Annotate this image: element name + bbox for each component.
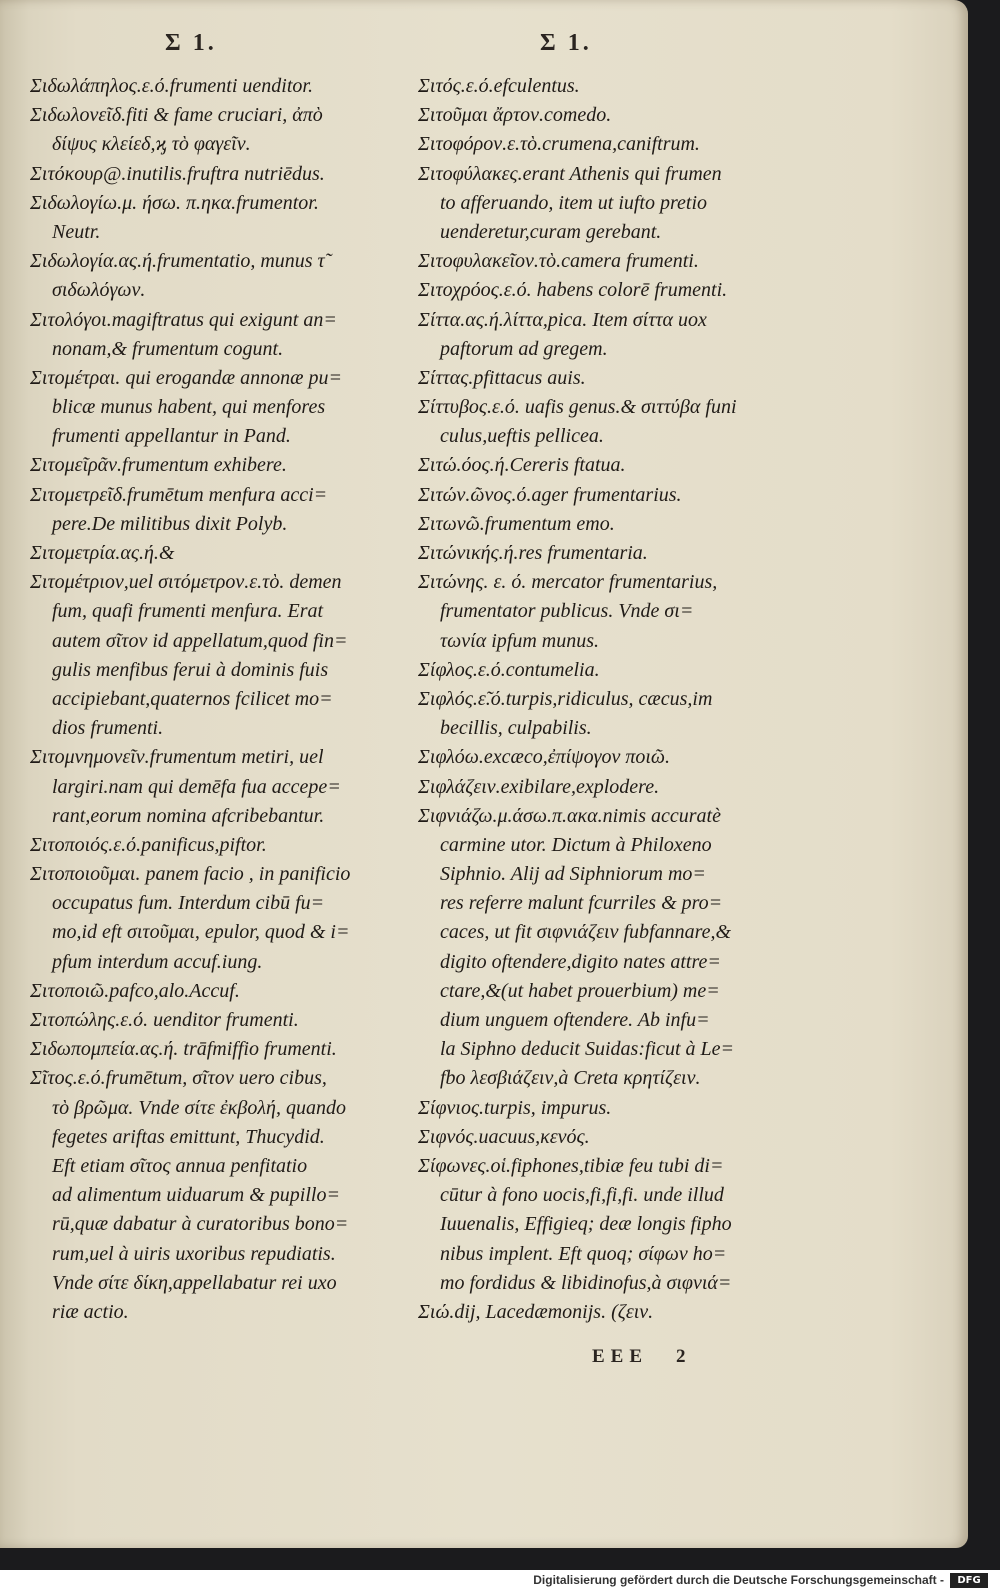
text-line: occupatus fum. Interdum cibū fu= (52, 892, 325, 915)
right-column (418, 72, 798, 1327)
text-line: Σιτοπώλης.ε.ό. uenditor frumenti. (30, 1009, 299, 1031)
text-line: rant,eorum nomina afcribebantur. (52, 804, 325, 827)
text-line: Σιτοῦμαι ἄρτον.comedo. (418, 104, 612, 127)
text-line: Σιδωλονεῖδ.fiti & fame cruciari, ἀπὸ (30, 104, 323, 127)
digitization-footer (0, 1570, 1000, 1592)
text-line: uenderetur,curam gerebant. (440, 220, 662, 243)
text-line: ad alimentum uiduarum & pupillo= (52, 1184, 340, 1207)
text-line: Σιδωλάπηλος.ε.ό.frumenti uenditor. (30, 75, 313, 97)
text-line: rū,quæ dabatur à curatoribus bono= (52, 1213, 349, 1236)
text-line: Σίττας.pfittacus auis. (418, 366, 586, 389)
text-line: frumenti appellantur in Pand. (52, 425, 291, 448)
text-line: Σιτομεῖρᾶν.frumentum exhibere. (30, 454, 287, 477)
text-line: la Siphno deducit Suidas:ficut à Le= (440, 1038, 735, 1061)
text-line: fum, quafi frumenti menfura. Erat (52, 600, 324, 623)
text-line: Σιτοποιοῦμαι. panem facio , in panificio (30, 863, 351, 886)
text-line: nonam,& frumentum cogunt. (52, 337, 284, 360)
text-line: nibus implent. Eft quoq; σίφων ho= (440, 1242, 727, 1265)
text-line: Σιτώ.όος.ή.Cereris ftatua. (418, 454, 626, 477)
text-line: gulis menfibus ferui à dominis fuis (52, 658, 329, 681)
text-line: Σιτωνῶ.frumentum emo. (418, 512, 615, 535)
text-line: pere.De militibus dixit Polyb. (52, 512, 288, 535)
text-line: Neutr. (52, 220, 101, 243)
text-line: Σιφλόω.excæco,ἐπίψογον ποιῶ. (418, 746, 671, 769)
text-line: mo,id eft σιτοῦμαι, epulor, quod & i= (52, 921, 350, 944)
text-line: riæ actio. (52, 1300, 129, 1323)
text-line: Σιτοφόρον.ε.τὸ.crumena,caniftrum. (418, 133, 700, 156)
text-line: τὸ βρῶμα. Vnde σίτε ἐκβολή, quando (52, 1096, 346, 1119)
text-line: Σῖτος.ε.ό.frumētum, σῖτον uero cibus, (30, 1067, 327, 1090)
text-line: Σιφλάζειν.exibilare,explodere. (418, 775, 660, 798)
text-line: dios frumenti. (52, 717, 164, 740)
funding-credit: Digitalisierung gefördert durch die Deutsche Forschungsgemeinschaft - (533, 1573, 944, 1587)
text-line: digito oftendere,digito nates attre= (440, 950, 721, 973)
text-line: res referre malunt fcurriles & pro= (440, 892, 723, 915)
text-line: Σιτοποιῶ.pafco,alo.Accuf. (30, 979, 240, 1002)
left-column (30, 72, 410, 1327)
text-line: σιδωλόγων. (52, 279, 146, 302)
text-line: caces, ut fit σιφνιάζειν fubfannare,& (440, 921, 732, 944)
text-line: Σιτομετρεῖδ.frumētum menfura acci= (30, 483, 328, 506)
text-line: Siphnio. Alij ad Siphniorum mo= (440, 863, 706, 886)
text-line: Σίττα.ας.ή.λίττα,pica. Item σίττα uox (418, 308, 707, 331)
text-line: pfum interdum accuf.iung. (52, 950, 263, 973)
text-line: Σιφνιάζω.μ.άσω.π.ακα.nimis accuratè (418, 804, 721, 827)
text-line: autem σῖτον id appellatum,quod fin= (52, 629, 348, 652)
text-line: Σιώ.dij, Lacedæmonijs. (ζειν. (418, 1300, 654, 1323)
text-line: Σιτοφύλακες.erant Athenis qui frumen (418, 162, 722, 185)
text-line: Σιτώνικής.ή.res frumentaria. (418, 542, 648, 564)
text-line: to afferuando, item ut iufto pretio (440, 191, 708, 214)
text-line: carmine utor. Dictum à Philoxeno (440, 833, 712, 856)
text-line: ctare,&(ut habet prouerbium) me= (440, 979, 720, 1002)
text-line: Σίφλος.ε.ό.contumelia. (418, 658, 600, 681)
text-line: Σιτολόγοι.magiftratus qui exigunt an= (30, 308, 337, 331)
text-line: Σιφνός.uacuus,κενός. (418, 1125, 590, 1148)
text-line: Σιδωλογίω.μ. ήσω. π.ηκα.frumentor. (30, 191, 319, 214)
text-line: Vnde σίτε δίκη,appellabatur rei uxo (52, 1271, 337, 1294)
text-line: Σιδωλογία.ας.ή.frumentatio, munus τ̃ (30, 250, 325, 273)
text-line: Iuuenalis, Effigieq; deæ longis fipho (440, 1213, 732, 1236)
text-line: largiri.nam qui demēfa fua accepe= (52, 775, 341, 798)
text-line: mo fordidus & libidinofus,à σιφνιά= (440, 1271, 732, 1294)
running-head-left: Σ 1. (165, 30, 217, 56)
text-line: fegetes ariftas emittunt, Thucydid. (52, 1125, 325, 1148)
text-line: Σιτώνης. ε. ό. mercator frumentarius, (418, 571, 718, 594)
text-line: culus,ueftis pellicea. (440, 425, 604, 448)
signature-number: 2 (676, 1346, 686, 1367)
text-line: dium unguem oftendere. Ab infu= (440, 1009, 710, 1031)
text-line: Eft etiam σῖτος annua penfitatio (52, 1154, 308, 1177)
text-line: Σιτομέτριον,uel σιτόμετρον.ε.τὸ. demen (30, 571, 342, 594)
text-line: becillis, culpabilis. (440, 717, 592, 740)
text-line: Σιδωπομπεία.ας.ή. trāfmiffio frumenti. (30, 1038, 337, 1061)
signature-mark: EEE (592, 1346, 649, 1367)
text-line: cūtur à fono uocis,fi,fi,fi. unde illud (440, 1184, 724, 1207)
text-line: accipiebant,quaternos fcilicet mo= (52, 687, 333, 710)
text-line: Σίττυβος.ε.ό. uafis genus.& σιττύβα funi (418, 396, 737, 419)
text-line: rum,uel à uiris uxoribus repudiatis. (52, 1242, 336, 1265)
dfg-logo: DFG (950, 1573, 988, 1588)
text-line: Σιτομέτραι. qui erogandæ annonæ pu= (30, 366, 342, 389)
text-line: Σιτοφυλακεῖον.τὸ.camera frumenti. (418, 250, 699, 273)
text-line: Σίφωνες.οἱ.fiphones,tibiæ feu tubi di= (418, 1154, 724, 1177)
text-line: Σιφλός.ε̃.ό.turpis,ridiculus, cæcus,im (418, 687, 713, 710)
text-line: Σιτομνημονεῖν.frumentum metiri, uel (30, 746, 324, 769)
text-line: Σιτοποιός.ε.ό.panificus,piftor. (30, 833, 267, 856)
text-line: τωνία ipfum munus. (440, 629, 599, 652)
text-line: Σιτός.ε.ό.efculentus. (418, 75, 580, 97)
text-line: paftorum ad gregem. (440, 337, 608, 360)
text-line: frumentator publicus. Vnde σι= (440, 600, 694, 623)
text-line: Σίφνιος.turpis, impurus. (418, 1096, 612, 1119)
text-line: fbo λεσβιάζειν,à Creta κρητίζειν. (440, 1067, 701, 1090)
text-line: Σιτών.ῶνος.ό.ager frumentarius. (418, 483, 682, 506)
running-head-right: Σ 1. (540, 30, 592, 56)
text-line: Σιτομετρία.ας.ή.& (30, 542, 175, 564)
text-line: δίψυς κλείεδ,ϗ τὸ φαγεῖν. (52, 133, 251, 156)
text-line: blicæ munus habent, qui menfores (52, 396, 326, 419)
text-line: Σιτόκουρ@.inutilis.fruftra nutriēdus. (30, 162, 325, 185)
text-line: Σιτοχρόος.ε.ό. habens colorē frumenti. (418, 279, 728, 302)
